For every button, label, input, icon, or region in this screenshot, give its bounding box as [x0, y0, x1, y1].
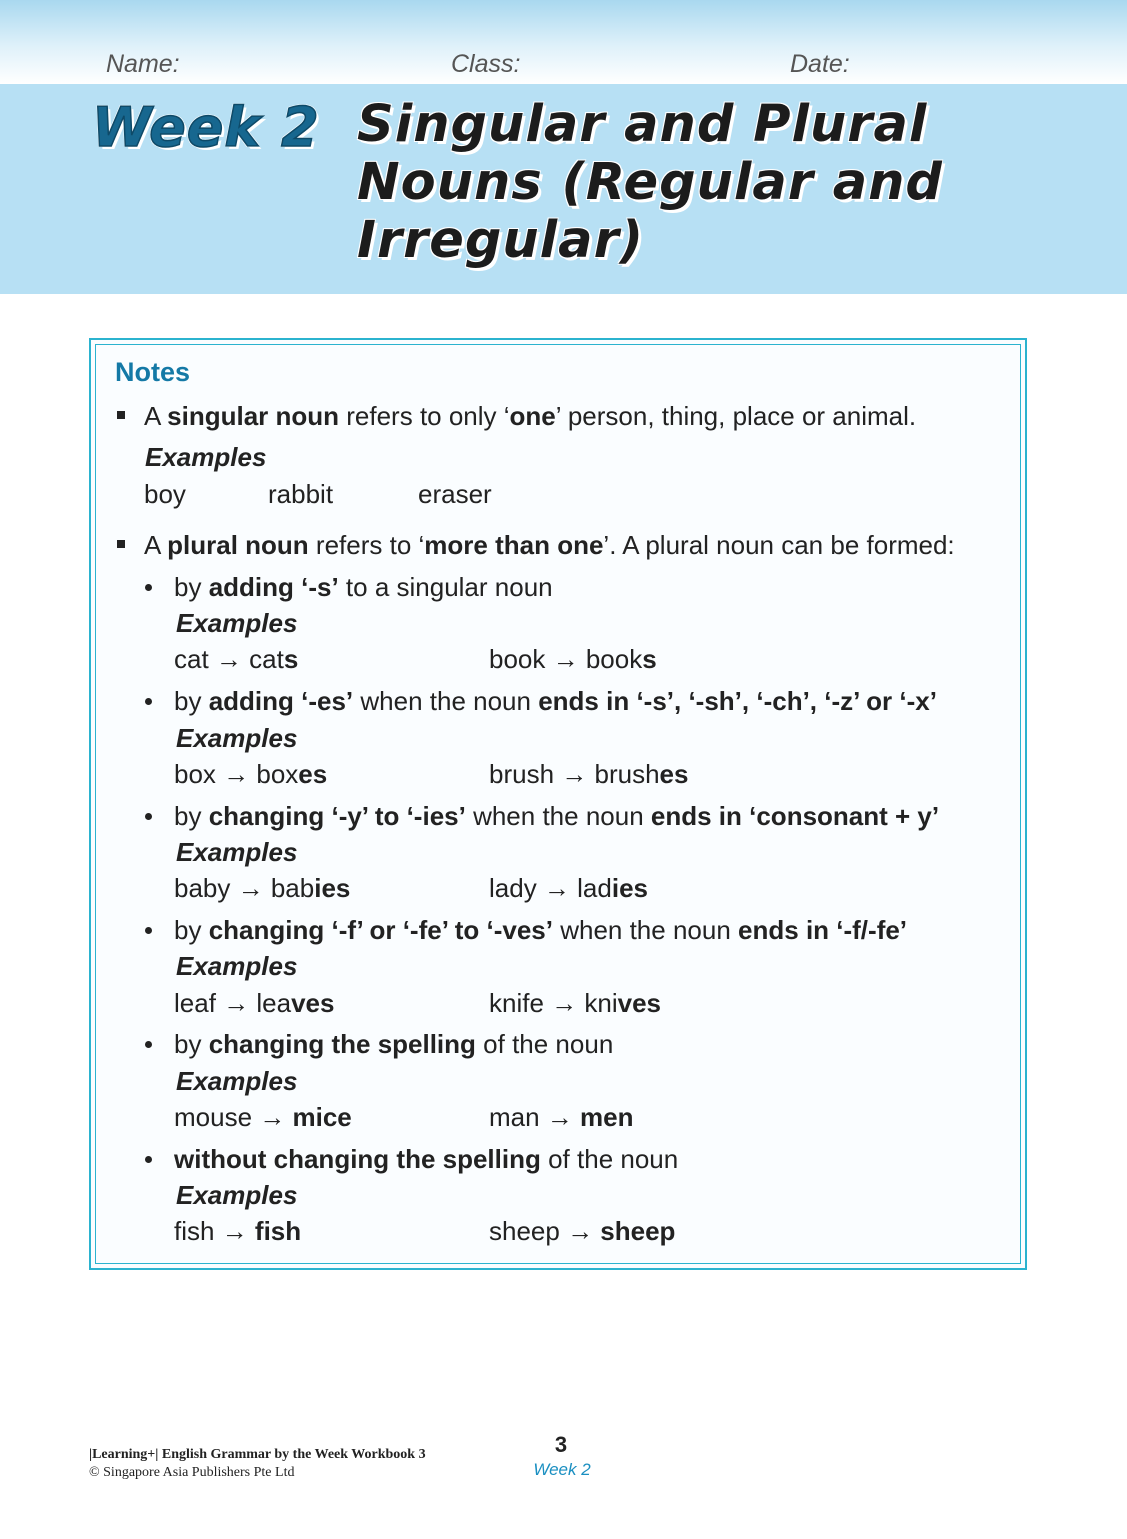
example-pair: fish → fish	[174, 1216, 302, 1246]
name-label: Name:	[106, 50, 180, 78]
example-pair: baby → babies	[174, 873, 351, 903]
rule-text: without changing the spelling of the noun	[174, 1144, 679, 1174]
date-label: Date:	[790, 50, 850, 78]
example-pair: cat → cats	[174, 644, 299, 674]
examples-heading: Examples	[176, 723, 298, 753]
page-number: 3	[554, 1432, 568, 1457]
dot-bullet-icon	[145, 1041, 152, 1048]
example-pair: lady → ladies	[489, 873, 648, 903]
dot-bullet-icon	[145, 1156, 152, 1163]
example-pair: box → boxes	[174, 759, 328, 789]
examples-heading: Examples	[176, 608, 298, 638]
example-word: boy	[144, 479, 186, 509]
example-pair: brush → brushes	[489, 759, 689, 789]
class-label: Class:	[451, 50, 521, 78]
dot-bullet-icon	[145, 584, 152, 591]
dot-bullet-icon	[145, 698, 152, 705]
footer-book-title: |Learning+| English Grammar by the Week Workbook 3	[89, 1447, 426, 1462]
examples-heading: Examples	[145, 442, 267, 472]
examples-heading: Examples	[176, 1066, 298, 1096]
plural-definition: A plural noun refers to ‘more than one’. A plural noun can be formed:	[144, 530, 955, 560]
examples-heading: Examples	[176, 837, 298, 867]
example-pair: mouse → mice	[174, 1102, 352, 1132]
dot-bullet-icon	[145, 813, 152, 820]
footer-copyright: © Singapore Asia Publishers Pte Ltd	[89, 1465, 295, 1480]
square-bullet-icon	[117, 411, 125, 419]
week-label: Week 2	[92, 96, 320, 159]
page-title: Singular and Plural Nouns (Regular and Irregular)	[357, 95, 943, 270]
example-pair: knife → knives	[489, 988, 661, 1018]
rule-text: by changing ‘-f’ or ‘-fe’ to ‘-ves’ when the noun ends in ‘-f/-fe’	[174, 915, 908, 945]
footer-week-label: Week 2	[533, 1460, 591, 1479]
rule-text: by adding ‘-es’ when the noun ends in ‘-s’, ‘-sh’, ‘-ch’, ‘-z’ or ‘-x’	[174, 686, 937, 716]
singular-definition: A singular noun refers to only ‘one’ person, thing, place or animal.	[144, 401, 917, 431]
examples-heading: Examples	[176, 1180, 298, 1210]
example-word: eraser	[418, 479, 492, 509]
rule-text: by adding ‘-s’ to a singular noun	[174, 572, 553, 602]
rule-text: by changing ‘-y’ to ‘-ies’ when the noun ends in ‘consonant + y’	[174, 801, 940, 831]
dot-bullet-icon	[145, 927, 152, 934]
examples-heading: Examples	[176, 951, 298, 981]
example-word: rabbit	[268, 479, 334, 509]
example-pair: leaf → leaves	[174, 988, 335, 1018]
example-pair: sheep → sheep	[489, 1216, 676, 1246]
square-bullet-icon	[117, 540, 125, 548]
example-pair: man → men	[489, 1102, 634, 1132]
example-pair: book → books	[489, 644, 657, 674]
rule-text: by changing the spelling of the noun	[174, 1029, 614, 1059]
notes-title: Notes	[115, 357, 191, 387]
